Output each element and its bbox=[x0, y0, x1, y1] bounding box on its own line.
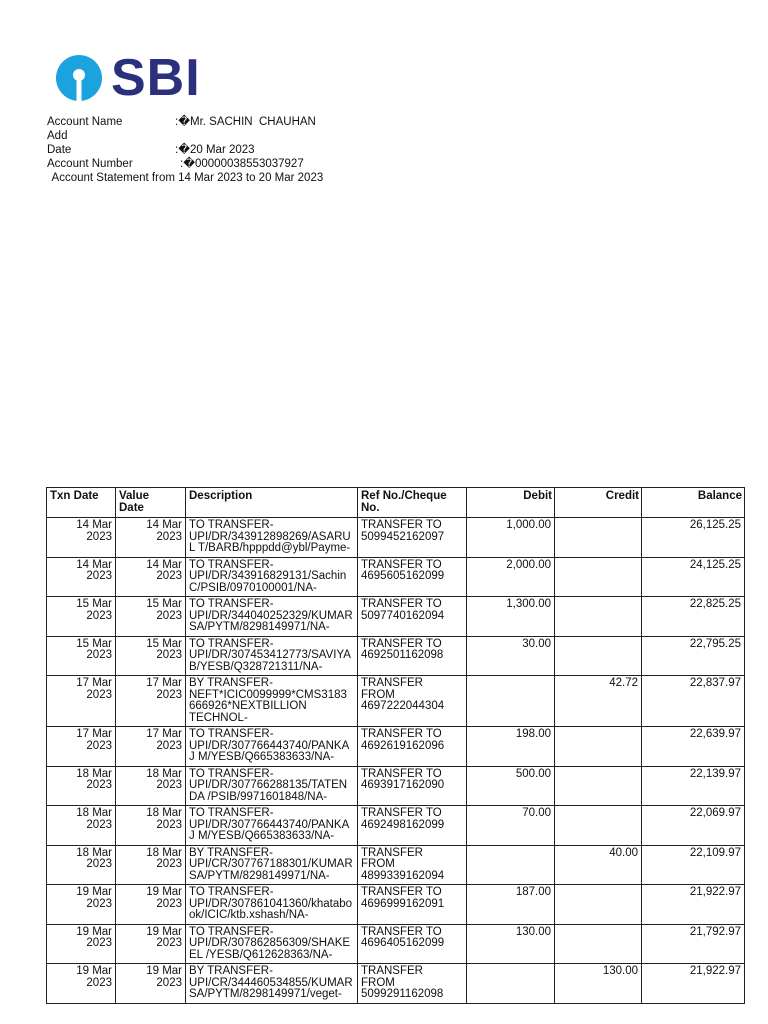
header-credit: Credit bbox=[555, 488, 642, 518]
balance-cell: 22,639.97 bbox=[642, 727, 745, 767]
value-date-year: 2023 bbox=[156, 609, 182, 622]
txn-date-day: 18 Mar bbox=[76, 767, 112, 780]
balance-cell: 21,922.97 bbox=[642, 885, 745, 925]
description-line: TO TRANSFER- bbox=[189, 925, 274, 938]
ref-no-line: TRANSFER bbox=[361, 677, 423, 689]
ref-no-cell bbox=[358, 727, 467, 767]
description-line: UPI/DR/307862856309/SHAKE bbox=[189, 937, 351, 949]
credit-cell: 42.72 bbox=[555, 676, 642, 727]
txn-date-cell bbox=[47, 636, 116, 676]
ref-no-line: TRANSFER bbox=[361, 846, 423, 859]
description-line: TO TRANSFER- bbox=[189, 767, 274, 780]
credit-cell bbox=[555, 557, 642, 597]
header-debit: Debit bbox=[467, 488, 555, 518]
credit-cell: 130.00 bbox=[555, 964, 642, 1004]
balance-cell: 24,125.25 bbox=[642, 557, 745, 597]
description-line: TO TRANSFER- bbox=[189, 519, 274, 531]
bank-name: SBI bbox=[111, 49, 201, 107]
ref-no-line: 5099291162098 bbox=[361, 988, 444, 1000]
ref-no-line: FROM bbox=[361, 976, 395, 989]
statement-period: Account Statement from 14 Mar 2023 to 20 Mar 2023 bbox=[49, 172, 324, 184]
account-info bbox=[47, 115, 316, 171]
txn-date-cell bbox=[47, 806, 116, 846]
value-date-day: 14 Mar bbox=[146, 558, 182, 571]
txn-date-day: 15 Mar bbox=[76, 598, 112, 610]
txn-date-cell bbox=[47, 885, 116, 925]
table-row bbox=[47, 924, 745, 964]
table-row bbox=[47, 676, 745, 727]
description-cell bbox=[186, 727, 358, 767]
debit-cell: 2,000.00 bbox=[467, 557, 555, 597]
address-label: Add bbox=[47, 130, 68, 142]
credit-cell bbox=[555, 518, 642, 558]
description-cell bbox=[186, 766, 358, 806]
txn-date-day: 17 Mar bbox=[76, 677, 112, 689]
credit-cell bbox=[555, 806, 642, 846]
description-line: EL /YESB/Q612628363/NA- bbox=[189, 948, 333, 961]
debit-cell: 500.00 bbox=[467, 766, 555, 806]
txn-date-cell bbox=[47, 518, 116, 558]
txn-date-year: 2023 bbox=[86, 976, 112, 989]
balance-cell: 26,125.25 bbox=[642, 518, 745, 558]
balance-cell: 22,825.25 bbox=[642, 597, 745, 637]
txn-date-year: 2023 bbox=[86, 530, 112, 543]
balance-cell: 22,109.97 bbox=[642, 845, 745, 885]
date-row bbox=[47, 143, 316, 157]
description-line: UPI/DR/307861041360/khatabo bbox=[189, 897, 353, 910]
value-date-cell bbox=[116, 845, 186, 885]
description-line: J M/YESB/Q665383633/NA- bbox=[189, 751, 335, 763]
txn-date-year: 2023 bbox=[86, 739, 112, 752]
value-date-day: 14 Mar bbox=[146, 519, 182, 531]
description-line: SA/PYTM/8298149971/veget- bbox=[189, 988, 342, 1000]
ref-no-line: 5099452162097 bbox=[361, 530, 445, 543]
description-cell bbox=[186, 964, 358, 1004]
debit-cell: 30.00 bbox=[467, 636, 555, 676]
debit-cell bbox=[467, 676, 555, 727]
ref-no-line: TRANSFER bbox=[361, 965, 423, 977]
txn-date-year: 2023 bbox=[86, 570, 112, 582]
credit-cell bbox=[555, 636, 642, 676]
value-date-cell bbox=[116, 964, 186, 1004]
table-header-row bbox=[47, 488, 745, 518]
ref-no-cell bbox=[358, 885, 467, 925]
ref-no-cell bbox=[358, 636, 467, 676]
description-line: TO TRANSFER- bbox=[189, 807, 274, 819]
debit-cell bbox=[467, 845, 555, 885]
ref-no-line: TRANSFER TO bbox=[361, 598, 442, 610]
date-value: :�20 Mar 2023 bbox=[175, 144, 255, 156]
ref-no-line: 4692498162099 bbox=[361, 818, 445, 831]
account-name-row bbox=[47, 115, 316, 129]
txn-date-year: 2023 bbox=[86, 897, 112, 910]
description-line: UPI/DR/307453412773/SAVIYA bbox=[189, 649, 351, 661]
table-row bbox=[47, 597, 745, 637]
value-date-year: 2023 bbox=[156, 818, 182, 831]
credit-cell bbox=[555, 597, 642, 637]
description-cell bbox=[186, 676, 358, 727]
description-cell bbox=[186, 557, 358, 597]
description-line: TECHNOL- bbox=[189, 711, 248, 724]
value-date-day: 19 Mar bbox=[146, 925, 182, 938]
txn-date-day: 17 Mar bbox=[76, 728, 112, 740]
value-date-day: 18 Mar bbox=[146, 807, 182, 819]
value-date-cell bbox=[116, 557, 186, 597]
debit-cell: 198.00 bbox=[467, 727, 555, 767]
ref-no-line: FROM bbox=[361, 858, 395, 870]
description-cell bbox=[186, 924, 358, 964]
description-line: ok/ICIC/ktb.xshash/NA- bbox=[189, 909, 309, 921]
value-date-cell bbox=[116, 766, 186, 806]
ref-no-line: 5097740162094 bbox=[361, 609, 445, 622]
date-label: Date bbox=[47, 144, 72, 156]
description-line: TO TRANSFER- bbox=[189, 728, 274, 740]
value-date-year: 2023 bbox=[156, 688, 182, 701]
credit-cell bbox=[555, 924, 642, 964]
txn-date-cell bbox=[47, 964, 116, 1004]
ref-no-line: TRANSFER TO bbox=[361, 767, 442, 780]
ref-no-line: TRANSFER TO bbox=[361, 925, 442, 938]
ref-no-line: 4899339162094 bbox=[361, 869, 445, 882]
value-date-day: 15 Mar bbox=[146, 598, 182, 610]
txn-date-cell bbox=[47, 557, 116, 597]
txn-date-cell bbox=[47, 845, 116, 885]
ref-no-line: 4692501162098 bbox=[361, 649, 444, 661]
value-date-year: 2023 bbox=[156, 779, 182, 791]
address-row bbox=[47, 129, 316, 143]
value-date-year: 2023 bbox=[156, 649, 182, 661]
header-value-date-line2: Date bbox=[119, 501, 144, 514]
value-date-year: 2023 bbox=[156, 976, 182, 989]
ref-no-cell bbox=[358, 845, 467, 885]
description-line: BY TRANSFER- bbox=[189, 846, 273, 859]
description-cell bbox=[186, 885, 358, 925]
description-cell bbox=[186, 806, 358, 846]
txn-date-cell bbox=[47, 597, 116, 637]
description-line: BY TRANSFER- bbox=[189, 677, 273, 689]
transactions-table bbox=[46, 487, 745, 1004]
debit-cell: 187.00 bbox=[467, 885, 555, 925]
ref-no-line: TRANSFER TO bbox=[361, 886, 442, 898]
description-line: TO TRANSFER- bbox=[189, 558, 274, 571]
description-line: UPI/DR/307766288135/TATEN bbox=[189, 779, 348, 791]
credit-cell bbox=[555, 885, 642, 925]
description-line: UPI/CR/344460534855/KUMAR bbox=[189, 976, 353, 989]
description-cell bbox=[186, 845, 358, 885]
account-number-value: :�00000038553037927 bbox=[180, 158, 304, 170]
ref-no-cell bbox=[358, 518, 467, 558]
txn-date-year: 2023 bbox=[86, 779, 112, 791]
txn-date-year: 2023 bbox=[86, 688, 112, 701]
credit-cell bbox=[555, 766, 642, 806]
description-line: J M/YESB/Q665383633/NA- bbox=[189, 830, 335, 842]
balance-cell: 22,139.97 bbox=[642, 766, 745, 806]
table-row bbox=[47, 964, 745, 1004]
ref-no-line: 4695605162099 bbox=[361, 570, 445, 582]
account-name-label: Account Name bbox=[47, 116, 123, 128]
txn-date-day: 19 Mar bbox=[76, 886, 112, 898]
ref-no-line: 4697222044304 bbox=[361, 700, 445, 712]
txn-date-year: 2023 bbox=[86, 609, 112, 622]
txn-date-day: 14 Mar bbox=[76, 558, 112, 571]
txn-date-day: 14 Mar bbox=[76, 519, 112, 531]
txn-date-day: 18 Mar bbox=[76, 846, 112, 859]
value-date-day: 18 Mar bbox=[146, 767, 182, 780]
debit-cell: 130.00 bbox=[467, 924, 555, 964]
value-date-year: 2023 bbox=[156, 858, 182, 870]
ref-no-line: 4693917162090 bbox=[361, 779, 445, 791]
description-line: UPI/DR/344040252329/KUMAR bbox=[189, 609, 353, 622]
description-line: C/PSIB/0970100001/NA- bbox=[189, 581, 317, 594]
ref-no-cell bbox=[358, 766, 467, 806]
description-line: UPI/DR/343916829131/Sachin bbox=[189, 570, 347, 582]
value-date-cell bbox=[116, 885, 186, 925]
txn-date-cell bbox=[47, 924, 116, 964]
txn-date-cell bbox=[47, 727, 116, 767]
sbi-logo bbox=[55, 49, 201, 107]
debit-cell: 1,300.00 bbox=[467, 597, 555, 637]
description-line: NEFT*ICIC0099999*CMS3183 bbox=[189, 688, 347, 701]
ref-no-line: 4696405162099 bbox=[361, 937, 445, 949]
description-line: UPI/DR/307766443740/PANKA bbox=[189, 818, 350, 831]
txn-date-year: 2023 bbox=[86, 937, 112, 949]
txn-date-day: 19 Mar bbox=[76, 965, 112, 977]
description-cell bbox=[186, 597, 358, 637]
value-date-cell bbox=[116, 676, 186, 727]
ref-no-line: 4692619162096 bbox=[361, 739, 445, 752]
table-row bbox=[47, 557, 745, 597]
description-line: UPI/DR/307766443740/PANKA bbox=[189, 739, 350, 752]
ref-no-line: TRANSFER TO bbox=[361, 558, 442, 571]
header-value-date bbox=[116, 488, 186, 518]
value-date-year: 2023 bbox=[156, 530, 182, 543]
header-txn-date: Txn Date bbox=[47, 488, 116, 518]
transactions-body bbox=[47, 518, 745, 1004]
description-line: 666926*NEXTBILLION bbox=[189, 700, 307, 712]
balance-cell: 22,837.97 bbox=[642, 676, 745, 727]
table-row bbox=[47, 727, 745, 767]
balance-cell: 22,795.25 bbox=[642, 636, 745, 676]
description-line: UPI/CR/307767188301/KUMAR bbox=[189, 858, 353, 870]
description-line: DA /PSIB/9971601848/NA- bbox=[189, 790, 328, 803]
description-line: B/YESB/Q328721311/NA- bbox=[189, 660, 323, 673]
description-line: UPI/DR/343912898269/ASARU bbox=[189, 530, 351, 543]
ref-no-cell bbox=[358, 964, 467, 1004]
header-ref-line1: Ref No./Cheque bbox=[361, 490, 447, 502]
txn-date-year: 2023 bbox=[86, 858, 112, 870]
value-date-cell bbox=[116, 597, 186, 637]
ref-no-cell bbox=[358, 806, 467, 846]
ref-no-line: 4696999162091 bbox=[361, 897, 445, 910]
value-date-cell bbox=[116, 518, 186, 558]
description-cell bbox=[186, 518, 358, 558]
ref-no-line: TRANSFER TO bbox=[361, 519, 442, 531]
balance-cell: 22,069.97 bbox=[642, 806, 745, 846]
table-row bbox=[47, 845, 745, 885]
value-date-cell bbox=[116, 636, 186, 676]
ref-no-cell bbox=[358, 676, 467, 727]
ref-no-line: FROM bbox=[361, 688, 395, 701]
account-name-value: :�Mr. SACHIN CHAUHAN bbox=[175, 116, 316, 128]
description-line: BY TRANSFER- bbox=[189, 965, 273, 977]
value-date-cell bbox=[116, 924, 186, 964]
description-line: TO TRANSFER- bbox=[189, 886, 274, 898]
description-line: TO TRANSFER- bbox=[189, 637, 274, 650]
description-cell bbox=[186, 636, 358, 676]
balance-cell: 21,922.97 bbox=[642, 964, 745, 1004]
value-date-day: 15 Mar bbox=[146, 637, 182, 650]
header-ref-no bbox=[358, 488, 467, 518]
value-date-year: 2023 bbox=[156, 570, 182, 582]
table-row bbox=[47, 885, 745, 925]
header-balance: Balance bbox=[642, 488, 745, 518]
ref-no-line: TRANSFER TO bbox=[361, 807, 442, 819]
credit-cell bbox=[555, 727, 642, 767]
description-line: L T/BARB/hpppdd@ybl/Payme- bbox=[189, 542, 351, 554]
account-number-label: Account Number bbox=[47, 158, 133, 170]
value-date-day: 19 Mar bbox=[146, 965, 182, 977]
txn-date-day: 15 Mar bbox=[76, 637, 112, 650]
ref-no-cell bbox=[358, 557, 467, 597]
value-date-year: 2023 bbox=[156, 739, 182, 752]
value-date-year: 2023 bbox=[156, 897, 182, 910]
value-date-cell bbox=[116, 806, 186, 846]
description-line: TO TRANSFER- bbox=[189, 598, 274, 610]
value-date-cell bbox=[116, 727, 186, 767]
account-number-row bbox=[47, 157, 316, 171]
txn-date-year: 2023 bbox=[86, 818, 112, 831]
balance-cell: 21,792.97 bbox=[642, 924, 745, 964]
ref-no-line: TRANSFER TO bbox=[361, 728, 442, 740]
txn-date-day: 19 Mar bbox=[76, 925, 112, 938]
debit-cell: 70.00 bbox=[467, 806, 555, 846]
header-value-date-line1: Value bbox=[119, 490, 150, 502]
table-row bbox=[47, 636, 745, 676]
table-row bbox=[47, 518, 745, 558]
debit-cell: 1,000.00 bbox=[467, 518, 555, 558]
value-date-day: 19 Mar bbox=[146, 886, 182, 898]
value-date-day: 17 Mar bbox=[146, 677, 182, 689]
ref-no-line: TRANSFER TO bbox=[361, 637, 442, 650]
value-date-day: 17 Mar bbox=[146, 728, 182, 740]
table-row bbox=[47, 766, 745, 806]
header-description: Description bbox=[186, 488, 358, 518]
sbi-keyhole-logo-icon bbox=[55, 54, 103, 102]
debit-cell bbox=[467, 964, 555, 1004]
value-date-day: 18 Mar bbox=[146, 846, 182, 859]
description-line: SA/PYTM/8298149971/NA- bbox=[189, 869, 330, 882]
txn-date-year: 2023 bbox=[86, 649, 112, 661]
ref-no-cell bbox=[358, 924, 467, 964]
table-row bbox=[47, 806, 745, 846]
ref-no-cell bbox=[358, 597, 467, 637]
credit-cell: 40.00 bbox=[555, 845, 642, 885]
value-date-year: 2023 bbox=[156, 937, 182, 949]
txn-date-cell bbox=[47, 766, 116, 806]
txn-date-cell bbox=[47, 676, 116, 727]
description-line: SA/PYTM/8298149971/NA- bbox=[189, 621, 330, 633]
txn-date-day: 18 Mar bbox=[76, 807, 112, 819]
header-ref-line2: No. bbox=[361, 501, 380, 514]
